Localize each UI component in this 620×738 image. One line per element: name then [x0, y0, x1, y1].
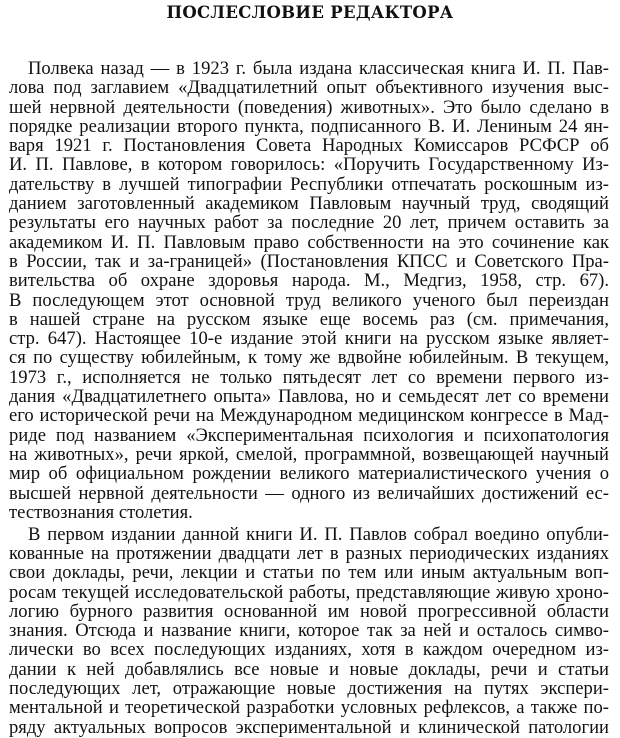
text-line: вительства об охране здоровья народа. М., Медгиз, 1958, стр. 67).: [9, 270, 609, 292]
text-line: кованные на протяжении двадцати лет в разных периодических изданиях: [9, 542, 609, 564]
text-line: данием заготовленный академиком Павловым научный труд, сводящий: [9, 193, 609, 215]
text-line: ся по существу юбилейным, к тому же вдвойне юбилейным. В текущем,: [9, 347, 609, 369]
text-line: порядке реализации второго пункта, подписанного В. И. Лениным 24 ян-: [9, 115, 609, 137]
text-line: логию бурного развития основанной им новой прогрессивной области: [9, 600, 609, 622]
text-line: дания «Двадцатилетнего опыта» Павлова, но и семьдесят лет со времени: [9, 386, 609, 408]
text-line: В первом издании данной книги И. П. Павлов собрал воедино опубли-: [28, 523, 609, 545]
text-line: И. П. Павлове, в котором говорилось: «Поручить Государственному Из-: [9, 154, 609, 176]
page-title: ПОСЛЕСЛОВИЕ РЕДАКТОРА: [166, 3, 454, 22]
text-line: в нашей стране на русском языке еще восемь раз (см. примечания,: [9, 308, 609, 330]
text-line: ментальной и теоретической разработки условных рефлексов, а также по-: [9, 697, 609, 719]
text-line: дании к ней добавлялись все новые и новые доклады, речи и статьи: [9, 658, 609, 680]
paragraph: [9, 59, 609, 522]
text-line: риде под названием «Экспериментальная психология и психопатология: [9, 424, 609, 446]
text-line: лова под заглавием «Двадцатилетний опыт объективного изучения выс-: [9, 77, 609, 99]
text-line: тествознания столетия.: [9, 501, 193, 523]
paragraph: [9, 525, 609, 737]
text-line: шей нервной деятельности (поведения) животных». Это было сделано в: [9, 96, 609, 118]
text-line: мир об официальном рождении великого материалистического учения о: [9, 463, 609, 485]
text-line: высшей нервной деятельности — одного из величайших достижений ес-: [9, 482, 609, 504]
text-line: знания. Отсюда и название книги, которое так за ней и осталось симво-: [9, 620, 609, 642]
text-line: варя 1921 г. Постановления Совета Народных Комиссаров РСФСР об: [9, 135, 609, 157]
text-line: ряду актуальных вопросов экспериментальной и клинической патологии: [9, 716, 609, 738]
text-line: Полвека назад — в 1923 г. была издана классическая книга И. П. Пав-: [28, 58, 609, 79]
text-line: 1973 г., исполняется не только пятьдесят лет со времени первого из-: [9, 366, 609, 388]
paragraph-container: [9, 59, 609, 737]
text-line: его исторической речи на Международном медицинском конгрессе в Мад-: [9, 405, 609, 427]
text-line: В последующем этот основной труд великого ученого был переиздан: [9, 289, 609, 311]
body-text: [9, 59, 609, 737]
text-line: стр. 647). Настоящее 10-е издание этой книги на русском языке являет-: [9, 328, 609, 350]
text-line: академиком И. П. Павловым право собственности на это сочинение как: [9, 231, 609, 253]
text-line: последующих лет, отражающие новые достижения на путях экспери-: [9, 678, 609, 699]
text-line: лически во всех последующих изданиях, хотя в каждом очередном из-: [9, 639, 609, 661]
text-line: результаты его научных работ за последние 20 лет, причем оставить за: [9, 212, 609, 234]
text-line: дательству в лучшей типографии Республики отпечатать роскошным из-: [9, 173, 609, 195]
text-line: на животных», речи яркой, смелой, программной, возвещающей научный: [9, 443, 609, 465]
text-line: в России, так и за-границей» (Постановления КПСС и Советского Пра-: [9, 250, 609, 272]
text-line: росам текущей исследовательской работы, представляющие живую хроно-: [9, 581, 609, 603]
text-line: свои доклады, речи, лекции и статьи по тем или иным актуальным воп-: [9, 562, 609, 584]
